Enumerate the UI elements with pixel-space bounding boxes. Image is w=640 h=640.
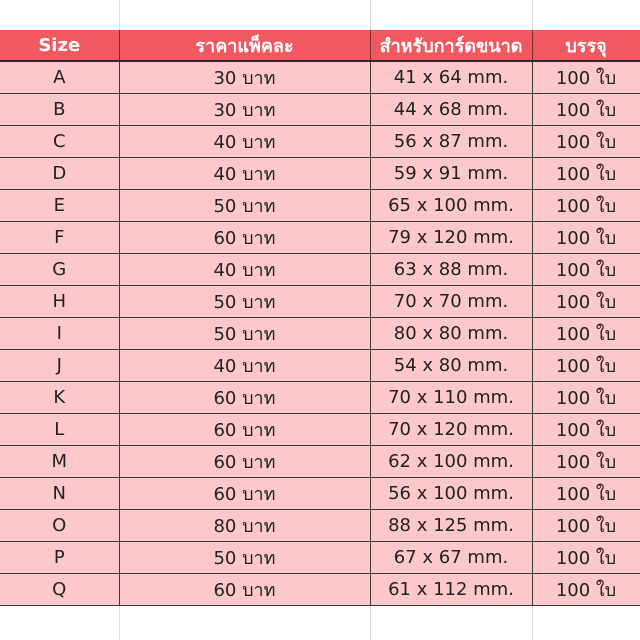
header-size[interactable]: Size: [0, 30, 119, 61]
table-row: [0, 446, 640, 478]
table-row: [0, 254, 640, 286]
cell-card-size[interactable]: 88 x 125 mm.: [370, 510, 532, 542]
cell-size[interactable]: B: [0, 94, 119, 126]
cell-price[interactable]: 40 บาท: [119, 126, 370, 158]
cell-size[interactable]: M: [0, 446, 119, 478]
table-header-row: [0, 30, 640, 61]
table-row: [0, 286, 640, 318]
cell-quantity[interactable]: 100 ใบ: [532, 414, 640, 446]
cell-price[interactable]: 60 บาท: [119, 574, 370, 606]
table-row: [0, 382, 640, 414]
table-row: [0, 94, 640, 126]
cell-size[interactable]: L: [0, 414, 119, 446]
cell-size[interactable]: O: [0, 510, 119, 542]
cell-price[interactable]: 40 บาท: [119, 254, 370, 286]
table-row: [0, 222, 640, 254]
cell-quantity[interactable]: 100 ใบ: [532, 158, 640, 190]
cell-quantity[interactable]: 100 ใบ: [532, 222, 640, 254]
cell-price[interactable]: 30 บาท: [119, 94, 370, 126]
cell-card-size[interactable]: 56 x 87 mm.: [370, 126, 532, 158]
table-row: [0, 478, 640, 510]
cell-size[interactable]: A: [0, 61, 119, 94]
table-body: [0, 61, 640, 606]
cell-quantity[interactable]: 100 ใบ: [532, 61, 640, 94]
cell-card-size[interactable]: 67 x 67 mm.: [370, 542, 532, 574]
table-row: [0, 350, 640, 382]
cell-price[interactable]: 50 บาท: [119, 542, 370, 574]
table-row: [0, 190, 640, 222]
cell-quantity[interactable]: 100 ใบ: [532, 510, 640, 542]
cell-price[interactable]: 60 บาท: [119, 414, 370, 446]
cell-quantity[interactable]: 100 ใบ: [532, 574, 640, 606]
cell-size[interactable]: E: [0, 190, 119, 222]
cell-card-size[interactable]: 79 x 120 mm.: [370, 222, 532, 254]
cell-price[interactable]: 60 บาท: [119, 446, 370, 478]
cell-quantity[interactable]: 100 ใบ: [532, 318, 640, 350]
cell-price[interactable]: 80 บาท: [119, 510, 370, 542]
table-row: [0, 414, 640, 446]
cell-card-size[interactable]: 56 x 100 mm.: [370, 478, 532, 510]
cell-size[interactable]: K: [0, 382, 119, 414]
cell-quantity[interactable]: 100 ใบ: [532, 350, 640, 382]
cell-price[interactable]: 50 บาท: [119, 286, 370, 318]
cell-price[interactable]: 60 บาท: [119, 478, 370, 510]
cell-quantity[interactable]: 100 ใบ: [532, 126, 640, 158]
cell-card-size[interactable]: 70 x 120 mm.: [370, 414, 532, 446]
table-row: [0, 542, 640, 574]
cell-price[interactable]: 40 บาท: [119, 350, 370, 382]
cell-quantity[interactable]: 100 ใบ: [532, 190, 640, 222]
header-card-size[interactable]: สำหรับการ์ดขนาด: [370, 30, 532, 61]
cell-card-size[interactable]: 54 x 80 mm.: [370, 350, 532, 382]
cell-card-size[interactable]: 63 x 88 mm.: [370, 254, 532, 286]
cell-quantity[interactable]: 100 ใบ: [532, 382, 640, 414]
table-row: [0, 158, 640, 190]
cell-price[interactable]: 60 บาท: [119, 222, 370, 254]
table-row: [0, 510, 640, 542]
cell-quantity[interactable]: 100 ใบ: [532, 478, 640, 510]
cell-card-size[interactable]: 44 x 68 mm.: [370, 94, 532, 126]
table-row: [0, 318, 640, 350]
cell-quantity[interactable]: 100 ใบ: [532, 254, 640, 286]
cell-card-size[interactable]: 61 x 112 mm.: [370, 574, 532, 606]
cell-size[interactable]: F: [0, 222, 119, 254]
cell-size[interactable]: G: [0, 254, 119, 286]
table-row: [0, 126, 640, 158]
size-price-table: [0, 30, 640, 606]
cell-card-size[interactable]: 59 x 91 mm.: [370, 158, 532, 190]
table-row: [0, 574, 640, 606]
cell-card-size[interactable]: 70 x 70 mm.: [370, 286, 532, 318]
cell-size[interactable]: D: [0, 158, 119, 190]
cell-size[interactable]: H: [0, 286, 119, 318]
cell-size[interactable]: Q: [0, 574, 119, 606]
cell-quantity[interactable]: 100 ใบ: [532, 542, 640, 574]
header-quantity[interactable]: บรรจุ: [532, 30, 640, 61]
cell-price[interactable]: 50 บาท: [119, 190, 370, 222]
cell-card-size[interactable]: 62 x 100 mm.: [370, 446, 532, 478]
cell-card-size[interactable]: 80 x 80 mm.: [370, 318, 532, 350]
cell-quantity[interactable]: 100 ใบ: [532, 446, 640, 478]
cell-size[interactable]: N: [0, 478, 119, 510]
cell-price[interactable]: 50 บาท: [119, 318, 370, 350]
cell-size[interactable]: I: [0, 318, 119, 350]
cell-card-size[interactable]: 41 x 64 mm.: [370, 61, 532, 94]
cell-card-size[interactable]: 70 x 110 mm.: [370, 382, 532, 414]
table-row: [0, 61, 640, 94]
cell-quantity[interactable]: 100 ใบ: [532, 286, 640, 318]
cell-size[interactable]: J: [0, 350, 119, 382]
header-price-per-pack[interactable]: ราคาแพ็คละ: [119, 30, 370, 61]
cell-quantity[interactable]: 100 ใบ: [532, 94, 640, 126]
cell-price[interactable]: 40 บาท: [119, 158, 370, 190]
cell-card-size[interactable]: 65 x 100 mm.: [370, 190, 532, 222]
cell-price[interactable]: 60 บาท: [119, 382, 370, 414]
cell-size[interactable]: C: [0, 126, 119, 158]
cell-price[interactable]: 30 บาท: [119, 61, 370, 94]
cell-size[interactable]: P: [0, 542, 119, 574]
